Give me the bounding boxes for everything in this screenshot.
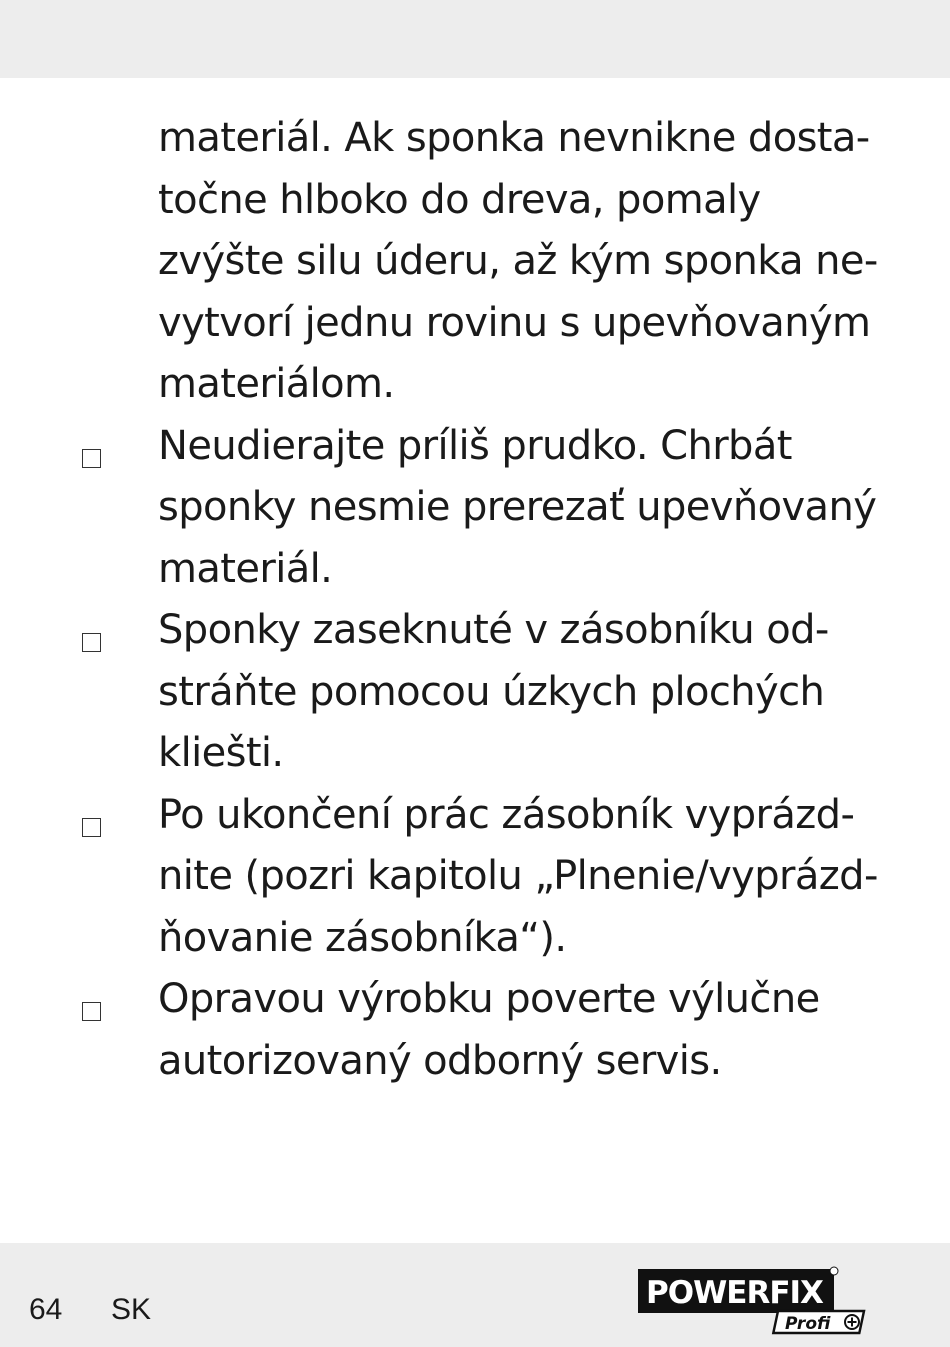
- page-number: 64: [29, 1293, 63, 1326]
- language-code: SK: [111, 1293, 152, 1326]
- text-line: [0, 908, 950, 970]
- line-text: Sponky zaseknuté v zásobníku od-: [158, 607, 829, 653]
- logo-brand-text: POWERFIX: [646, 1275, 823, 1311]
- line-text: vytvorí jednu rovinu s upevňovaným: [158, 299, 871, 346]
- checkbox-bullet-icon: [82, 449, 101, 468]
- powerfix-profi-logo: [636, 1263, 872, 1335]
- logo-sub-text: Profi: [785, 1314, 831, 1334]
- line-text: kliešti.: [158, 730, 284, 776]
- text-line: [0, 846, 950, 908]
- body-text: [0, 108, 950, 1092]
- line-text: materiálom.: [158, 361, 395, 407]
- line-text: Po ukončení prác zásobník vyprázd-: [158, 791, 855, 838]
- text-line: [0, 231, 950, 293]
- text-line: [0, 662, 950, 724]
- text-line: [0, 108, 950, 170]
- checkbox-bullet-icon: [82, 818, 101, 837]
- text-line: [0, 539, 950, 601]
- bullet-item-first-line: [0, 600, 950, 662]
- line-text: Opravou výrobku poverte výlučne: [158, 976, 820, 1022]
- text-line: [0, 1031, 950, 1093]
- text-line: [0, 293, 950, 355]
- line-text: Neudierajte príliš prudko. Chrbát: [158, 422, 792, 469]
- checkbox-bullet-icon: [82, 633, 101, 652]
- line-text: zvýšte silu úderu, až kým sponka ne-: [158, 238, 878, 284]
- line-text: materiál.: [158, 545, 333, 592]
- line-text: sponky nesmie prerezať upevňovaný: [158, 484, 877, 530]
- text-line: [0, 723, 950, 785]
- text-line: [0, 170, 950, 232]
- line-text: autorizovaný odborný servis.: [158, 1037, 722, 1084]
- line-text: stráňte pomocou úzkych plochých: [158, 668, 825, 715]
- footer: [0, 1243, 950, 1347]
- bullet-item-first-line: [0, 969, 950, 1031]
- checkbox-bullet-icon: [82, 1002, 101, 1021]
- header-band: [0, 0, 950, 78]
- text-line: [0, 354, 950, 416]
- line-text: ňovanie zásobníka“).: [158, 914, 567, 961]
- line-text: materiál. Ak sponka nevnikne dosta-: [158, 115, 870, 161]
- bullet-item-first-line: [0, 785, 950, 847]
- text-line: [0, 477, 950, 539]
- line-text: točne hlboko do dreva, pomaly: [158, 176, 761, 223]
- line-text: nite (pozri kapitolu „Plnenie/vyprázd-: [158, 853, 878, 899]
- bullet-item-first-line: [0, 416, 950, 478]
